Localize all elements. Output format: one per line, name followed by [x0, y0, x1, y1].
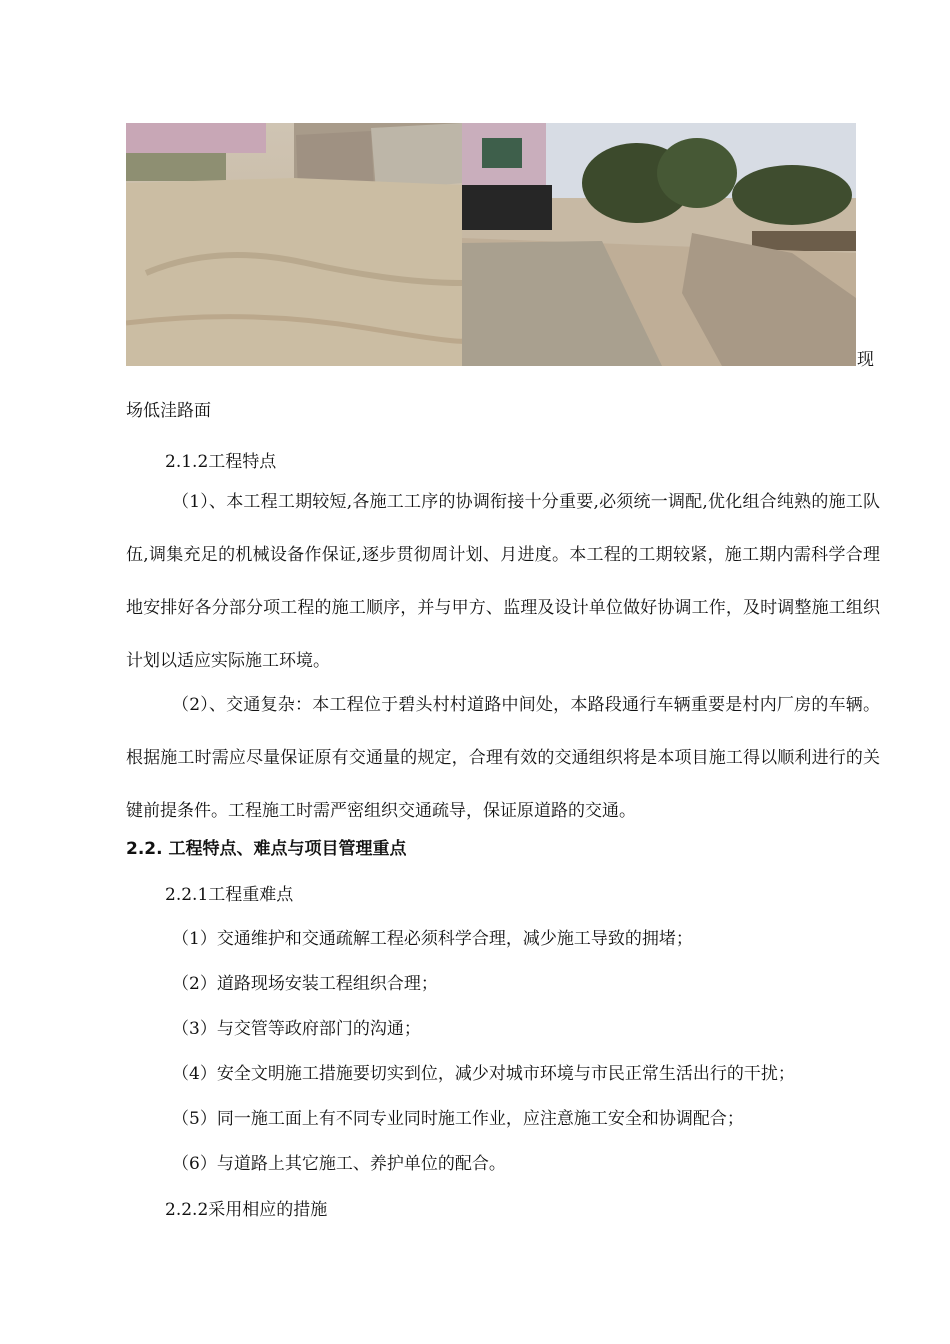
- list-item: （4）安全文明施工措施要切实到位，减少对城市环境与市民正常生活出行的干扰；: [172, 1064, 795, 1084]
- list-item: （5）同一施工面上有不同专业同时施工作业，应注意施工安全和协调配合；: [172, 1109, 744, 1129]
- heading-2-2: 2.2. 工程特点、难点与项目管理重点: [126, 839, 407, 859]
- site-photo-road: [462, 123, 856, 366]
- site-photo-gate: [126, 123, 462, 366]
- heading-2-2-2: 2.2.2采用相应的措施: [165, 1200, 328, 1220]
- heading-2-2-1: 2.2.1工程重难点: [165, 885, 294, 905]
- site-photos: [126, 123, 856, 366]
- list-item: （3）与交管等政府部门的沟通；: [172, 1019, 421, 1039]
- figure-caption-head: 场低洼路面: [126, 401, 211, 421]
- list-item: （1）交通维护和交通疏解工程必须科学合理，减少施工导致的拥堵；: [172, 929, 693, 949]
- list-item: （6）与道路上其它施工、养护单位的配合。: [172, 1154, 506, 1174]
- list-item: （2）道路现场安装工程组织合理；: [172, 974, 438, 994]
- paragraph-feature-2: （2）、交通复杂：本工程位于碧头村村道路中间处，本路段通行车辆重要是村内厂房的车辆。根据施工时需应尽量保证原有交通量的规定，合理有效的交通组织将是本项目施工得以顺利进行的关键前提条件。工程施工时需严密组织交通疏导，保证原道路的交通。: [126, 695, 880, 821]
- figure-caption-tail: 现: [857, 350, 874, 370]
- paragraph-feature-1: （1）、本工程工期较短,各施工工序的协调衔接十分重要,必须统一调配,优化组合纯熟的施工队伍,调集充足的机械设备作保证,逐步贯彻周计划、月进度。本工程的工期较紧，施工期内需科学合理地安排好各分部分项工程的施工顺序，并与甲方、监理及设计单位做好协调工作，及时调整施工组织计划以适应实际施工环境。: [126, 492, 880, 671]
- heading-2-1-2: 2.1.2工程特点: [165, 452, 277, 472]
